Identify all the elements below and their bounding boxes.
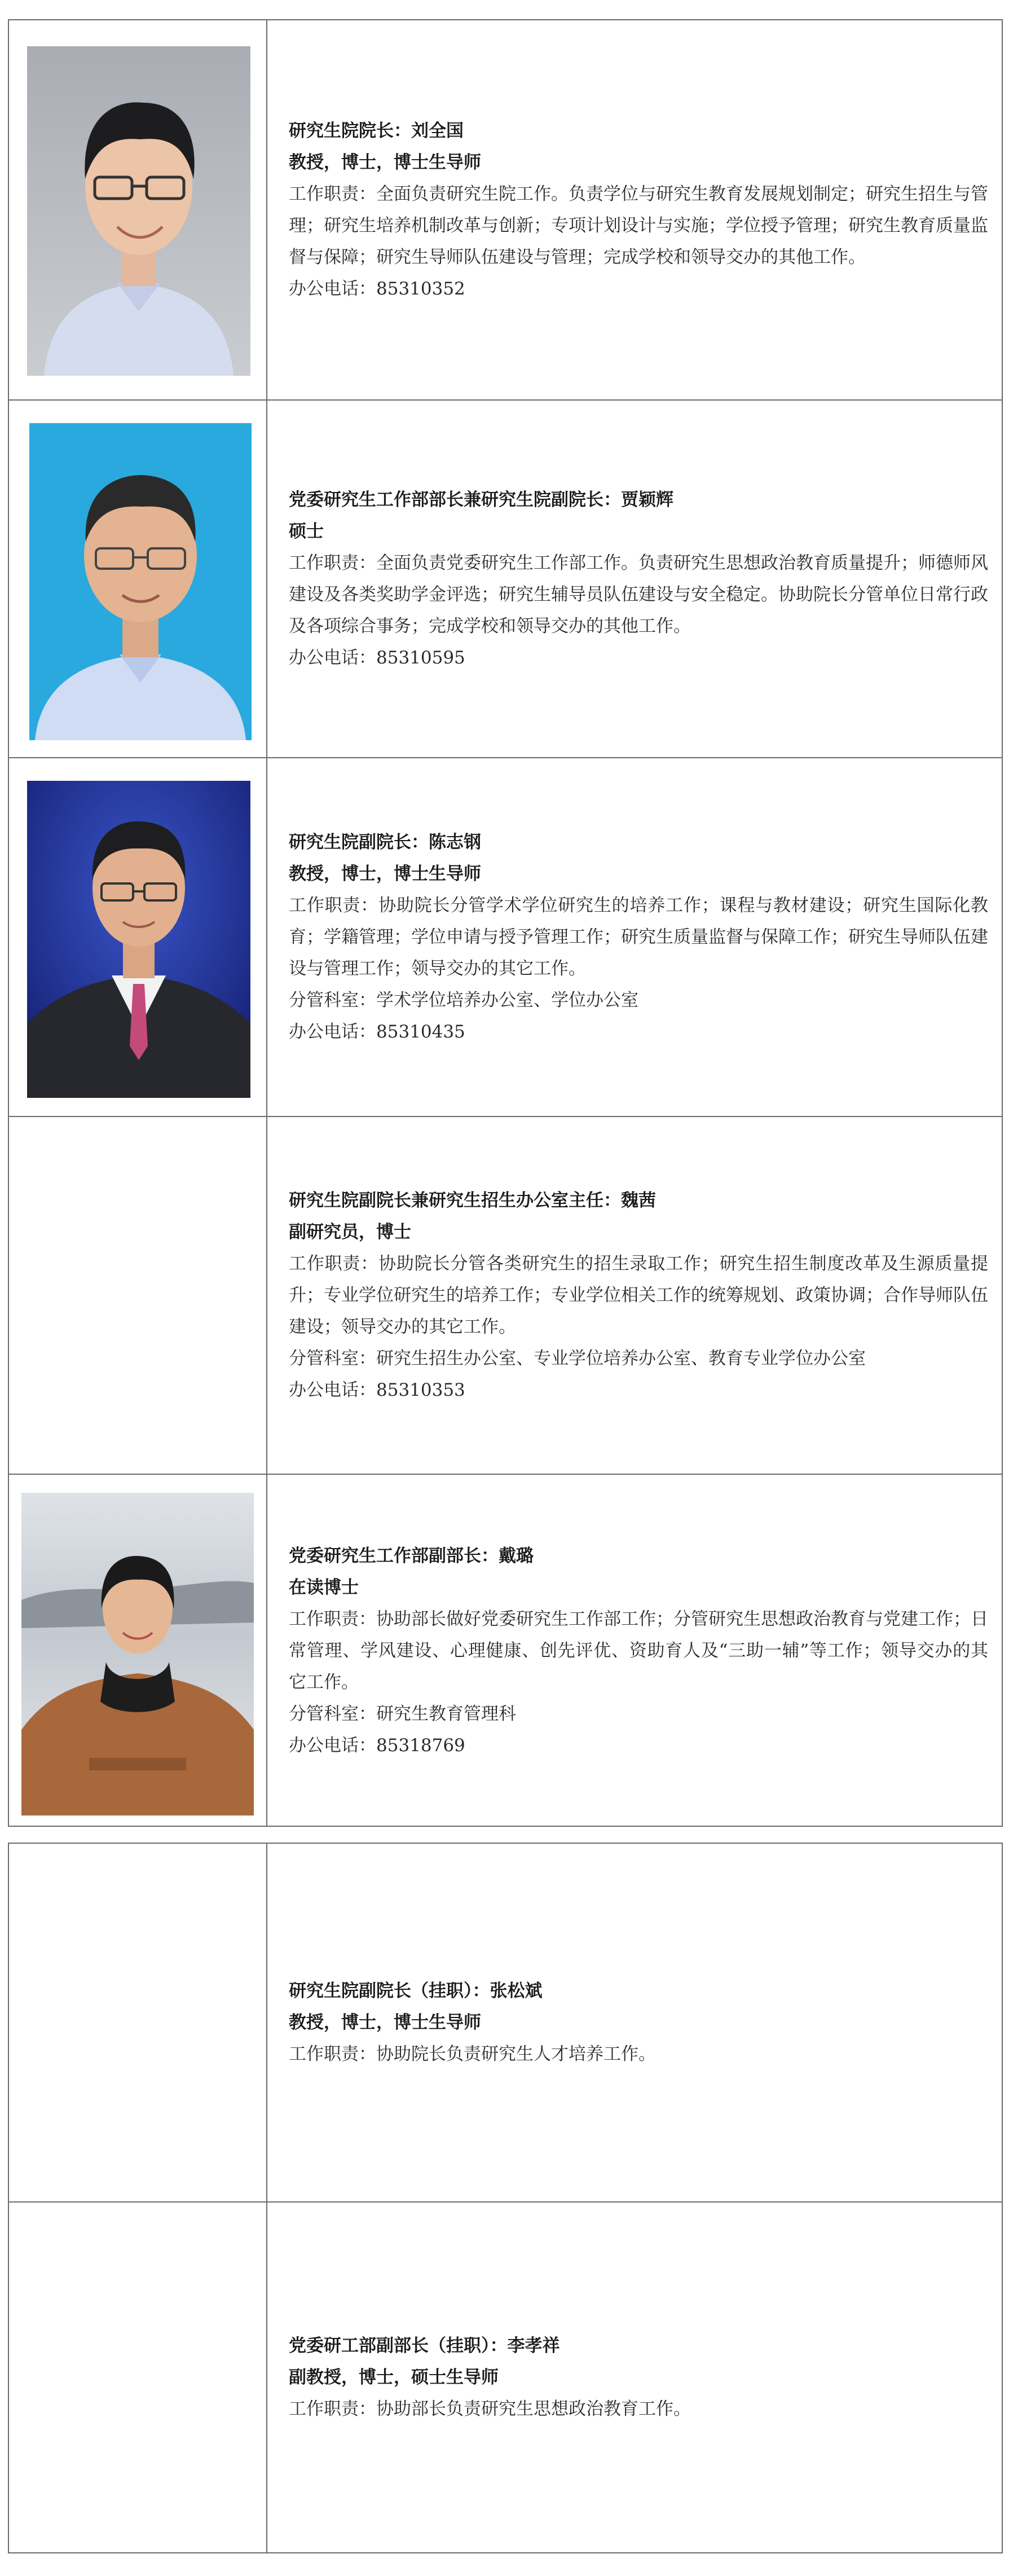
- leader-degree: 教授，博士，博士生导师: [289, 2012, 481, 2033]
- leader-title: 研究生院院长：刘全国: [289, 121, 464, 141]
- leader-row: [9, 20, 1002, 399]
- leader-degree: 副研究员，博士: [289, 1222, 411, 1242]
- leader-title: 党委研究生工作部部长兼研究生院副院长：贾颖辉: [289, 490, 673, 510]
- info-cell: [268, 1475, 1002, 1827]
- leader-title: 党委研究生工作部副部长：戴璐: [289, 1546, 534, 1566]
- leader-duties: 工作职责：全面负责研究生院工作。负责学位与研究生教育发展规划制定；研究生招生与管理；研究生培养机制改革与创新；专项计划设计与实施；学位授予管理；研究生教育质量监督与保障；研究生导师队伍建设与管理；完成学校和领导交办的其他工作。: [289, 184, 988, 267]
- info-cell: [268, 1117, 1002, 1474]
- leader-row: [9, 757, 1002, 1116]
- leader-department: 分管科室：学术学位培养办公室、学位办公室: [289, 990, 638, 1010]
- photo-cell: [9, 401, 267, 757]
- leader-degree: 在读博士: [289, 1577, 359, 1598]
- leader-title: 研究生院副院长（挂职）：张松斌: [289, 1981, 543, 2001]
- leader-row: [9, 2201, 1002, 2552]
- leadership-table-secondment: [8, 1843, 1003, 2553]
- leader-phone: 办公电话：85310352: [289, 279, 465, 299]
- photo-cell: [9, 1844, 267, 2201]
- photo-cell: [9, 758, 267, 1116]
- leader-title: 研究生院副院长兼研究生招生办公室主任：魏茜: [289, 1190, 656, 1211]
- portrait-photo: [29, 423, 252, 740]
- info-cell: [268, 1844, 1002, 2201]
- leader-duties: 工作职责：协助院长分管各类研究生的招生录取工作；研究生招生制度改革及生源质量提升；专业学位研究生的培养工作；专业学位相关工作的统筹规划、政策协调；合作导师队伍建设；领导交办的其它工作。: [289, 1254, 988, 1337]
- photo-cell: [9, 1117, 267, 1474]
- leader-row: [9, 1844, 1002, 2201]
- photo-cell: [9, 2203, 267, 2552]
- info-cell: [268, 758, 1002, 1116]
- leader-duties: 工作职责：全面负责党委研究生工作部工作。负责研究生思想政治教育质量提升；师德师风建设及各类奖助学金评选；研究生辅导员队伍建设与安全稳定。协助院长分管单位日常行政及各项综合事务；完成学校和领导交办的其他工作。: [289, 553, 988, 636]
- leader-duties: 工作职责：协助部长负责研究生思想政治教育工作。: [289, 2399, 691, 2419]
- leader-row: [9, 1474, 1002, 1827]
- leader-degree: 硕士: [289, 521, 324, 542]
- leadership-table-main: [8, 19, 1003, 1827]
- photo-cell: [9, 20, 267, 399]
- leader-department: 分管科室：研究生教育管理科: [289, 1704, 516, 1724]
- leader-duties: 工作职责：协助院长分管学术学位研究生的培养工作；课程与教材建设；研究生国际化教育；学籍管理；学位申请与授予管理工作；研究生质量监督与保障工作；研究生导师队伍建设与管理工作；领导交办的其它工作。: [289, 895, 988, 979]
- leader-department: 分管科室：研究生招生办公室、专业学位培养办公室、教育专业学位办公室: [289, 1348, 866, 1369]
- leader-title: 党委研工部副部长（挂职）：李孝祥: [289, 2336, 560, 2356]
- portrait-photo: [27, 46, 250, 376]
- leader-phone: 办公电话：85318769: [289, 1735, 465, 1756]
- leader-phone: 办公电话：85310353: [289, 1380, 465, 1400]
- leader-row: [9, 399, 1002, 757]
- portrait-photo: [21, 1493, 254, 1815]
- leader-phone: 办公电话：85310435: [289, 1022, 465, 1042]
- leader-degree: 副教授，博士，硕士生导师: [289, 2367, 499, 2388]
- leader-row: [9, 1116, 1002, 1474]
- leader-duties: 工作职责：协助院长负责研究生人才培养工作。: [289, 2044, 656, 2064]
- leader-phone: 办公电话：85310595: [289, 648, 465, 668]
- portrait-photo: [27, 781, 250, 1098]
- leader-degree: 教授，博士，博士生导师: [289, 864, 481, 884]
- leader-degree: 教授，博士，博士生导师: [289, 152, 481, 173]
- photo-cell: [9, 1475, 267, 1827]
- info-cell: [268, 2203, 1002, 2552]
- info-cell: [268, 20, 1002, 399]
- leader-duties: 工作职责：协助部长做好党委研究生工作部工作；分管研究生思想政治教育与党建工作；日常管理、学风建设、心理健康、创先评优、资助育人及“三助一辅”等工作；领导交办的其它工作。: [289, 1609, 988, 1693]
- leader-title: 研究生院副院长：陈志钢: [289, 832, 481, 852]
- info-cell: [268, 401, 1002, 757]
